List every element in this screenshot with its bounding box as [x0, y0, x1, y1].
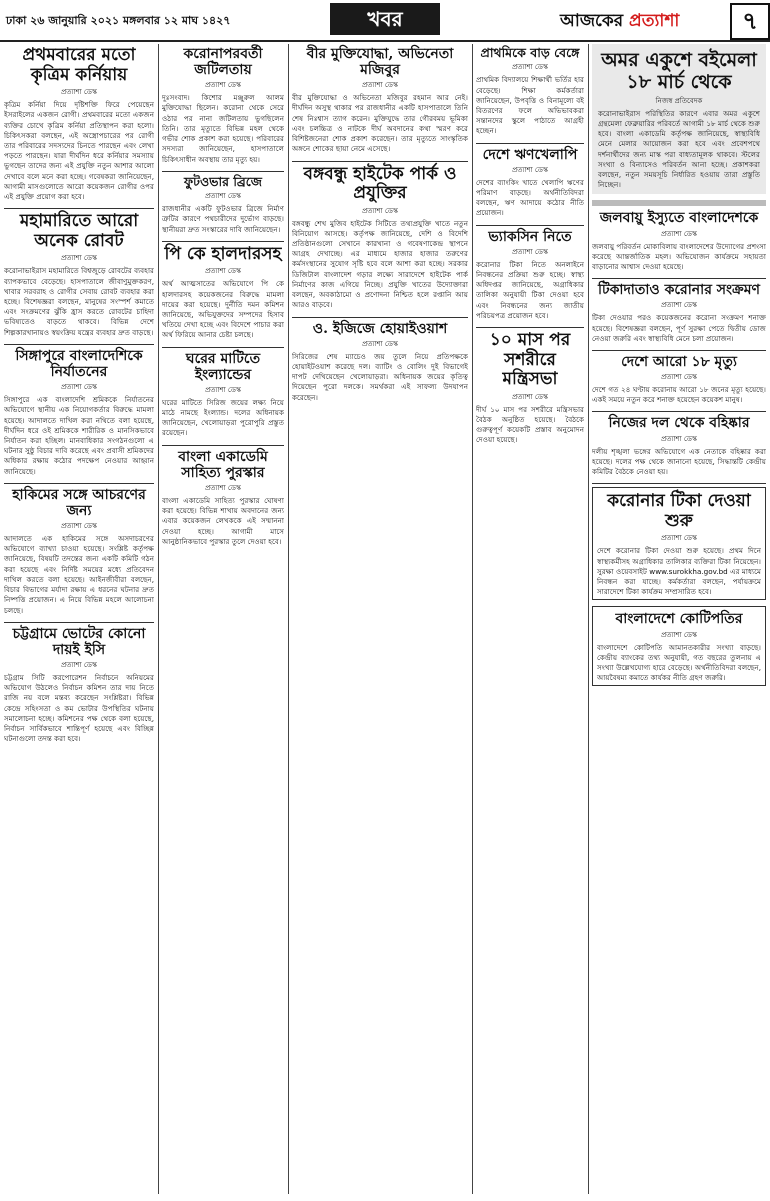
article-body: দেশের ব্যাংকিং খাতে খেলাপি ঋণের পরিমাণ বাড়ছে। অর্থনীতিবিদরা বলছেন, ঋণ আদায়ে কঠোর নীতি প্রয়োজন।	[476, 177, 584, 218]
article-body: বঙ্গবন্ধু শেখ মুজিব হাইটেক সিটিতে তথ্যপ্রযুক্তি খাতে নতুন বিনিয়োগ আসছে। কর্তৃপক্ষ জানিয়েছে, দেশি ও বিদেশি প্রতিষ্ঠানগুলো সেখানে কারখানা ও গবেষণাকেন্দ্র স্থাপনে আগ্রহ দেখাচ্ছে। এর মাধ্যমে হাজার হাজার তরুণের কর্মসংস্থানের সুযোগ সৃষ্টি হবে বলে আশা করা হচ্ছে। সরকার ডিজিটাল বাংলাদেশ গড়ার লক্ষ্যে সারাদেশে হাইটেক পার্ক নির্মাণের কাজ এগিয়ে নিচ্ছে। প্রযুক্তি খাতের উদ্যোক্তারা বলছেন, অবকাঠামো ও প্রণোদনা নিশ্চিত হলে রপ্তানি আয় আরও বাড়বে।	[292, 218, 468, 310]
article-headline: দেশে ঋণখেলাপি	[482, 146, 578, 163]
article	[292, 321, 468, 403]
article-headline: ও. ইজিজে হোয়াইওয়াশ	[312, 320, 448, 337]
divider	[162, 445, 284, 446]
article	[592, 415, 766, 477]
column-2	[162, 44, 284, 1194]
article-body: সিরিজের শেষ ম্যাচেও জয় তুলে নিয়ে প্রতিপক্ষকে হোয়াইটওয়াশ করেছে দল। ব্যাটিং ও বোলিং দুই বিভাগেই দাপট দেখিয়েছেন খেলোয়াড়রা। অধিনায়ক জয়ের কৃতিত্ব দিয়েছেন পুরো দলকে। সমর্থকরা এই সাফল্য উদযাপন করেছেন।	[292, 351, 468, 402]
article-body: দীর্ঘ ১০ মাস পর সশরীরে মন্ত্রিসভার বৈঠক অনুষ্ঠিত হয়েছে। বৈঠকে গুরুত্বপূর্ণ কয়েকটি প্রস্তাব অনুমোদন দেওয়া হয়েছে।	[476, 404, 584, 445]
article-headline: প্রথমবারের মতো কৃত্রিম কর্নিয়ায়	[22, 45, 136, 85]
article-headline: প্রাথমিকে বাড় বেঙ্গে	[480, 45, 580, 60]
article-body: দলীয় শৃঙ্খলা ভঙ্গের অভিযোগে এক নেতাকে বহিষ্কার করা হয়েছে। দলের পক্ষ থেকে জানানো হয়েছে, সিদ্ধান্তটি কেন্দ্রীয় কমিটির বৈঠকে নেওয়া হয়।	[592, 446, 766, 476]
article	[4, 626, 154, 745]
article-body: বাংলাদেশে কোটিপতি আমানতকারীর সংখ্যা বাড়ছে। কেন্দ্রীয় ব্যাংকের তথ্য অনুযায়ী, গত বছরের তুলনায় এ সংখ্যা উল্লেখযোগ্য হারে বেড়েছে। অর্থনীতিবিদরা বলছেন, আয়বৈষম্য কমাতে কার্যকর নীতি গ্রহণ জরুরি।	[597, 642, 761, 683]
issue-date: ঢাকা ২৬ জানুয়ারি ২০২১ মঙ্গলবার ১২ মাঘ ১৪২৭	[6, 14, 231, 27]
column-rule	[158, 44, 159, 1194]
article-byline: প্রত্যাশা ডেস্ক	[362, 206, 398, 215]
divider	[292, 161, 468, 162]
divider	[592, 200, 766, 206]
divider	[4, 622, 154, 623]
article-body: প্রাথমিক বিদ্যালয়ে শিক্ষার্থী ভর্তির হার বেড়েছে। শিক্ষা কর্মকর্তারা জানিয়েছেন, উপবৃত্তি ও বিনামূল্যে বই বিতরণের ফলে অভিভাবকরা সন্তানদের স্কুলে পাঠাতে আগ্রহী হচ্ছেন।	[476, 75, 584, 136]
article-byline: প্রত্যাশা ডেস্ক	[61, 383, 97, 392]
article-headline: বঙ্গবন্ধু হাইটেক পার্ক ও প্রযুক্তির	[303, 163, 457, 204]
article-byline: প্রত্যাশা ডেস্ক	[661, 301, 697, 310]
article-body: অর্থ আত্মসাতের অভিযোগে পি কে হালদারসহ কয়েকজনের বিরুদ্ধে মামলা দায়ের করা হয়েছে। দুর্নীতি দমন কমিশন জানিয়েছে, অভিযুক্তদের সম্পদের হিসাব খতিয়ে দেখা হচ্ছে এবং বিদেশে পাচার করা অর্থ ফিরিয়ে আনার চেষ্টা চলছে।	[162, 279, 284, 340]
article-body: করোনার টিকা নিতে অনলাইনে নিবন্ধনের প্রক্রিয়া শুরু হচ্ছে। স্বাস্থ্য অধিদপ্তর জানিয়েছে, অগ্রাধিকার তালিকা অনুযায়ী টিকা দেওয়া হবে এবং নিবন্ধনের জন্য জাতীয় পরিচয়পত্র প্রয়োজন হবে।	[476, 259, 584, 320]
article-body: আদালতে এক হাকিমের সঙ্গে অসদাচরণের অভিযোগে ব্যাখ্যা চাওয়া হয়েছে। সংশ্লিষ্ট কর্তৃপক্ষ জানিয়েছে, বিষয়টি তদন্তের জন্য একটি কমিটি গঠন করা হয়েছে এবং নির্দিষ্ট সময়ের মধ্যে প্রতিবেদন দাখিল করতে বলা হয়েছে। আইনজীবীরা বলছেন, বিচার বিভাগের মর্যাদা রক্ষায় এ ধরনের ঘটনার দ্রুত নিষ্পত্তি প্রয়োজন। এ নিয়ে বিভিন্ন মহলে আলোচনা চলছে।	[4, 534, 154, 615]
paper-name-main: প্রত্যাশা	[629, 11, 680, 31]
divider	[4, 344, 154, 345]
article	[4, 46, 154, 202]
article-byline: প্রত্যাশা ডেস্ক	[512, 392, 548, 401]
article-byline: প্রত্যাশা ডেস্ক	[661, 373, 697, 382]
article-headline: ভ্যাকসিন নিতে	[488, 228, 572, 245]
article-byline: নিজস্ব প্রতিবেদক	[655, 96, 703, 105]
article-headline: ঘরের মাটিতে ইংল্যান্ডের	[185, 350, 261, 383]
article	[162, 245, 284, 341]
article-byline: প্রত্যাশা ডেস্ক	[61, 88, 97, 97]
article	[4, 348, 154, 477]
article-body: রাজধানীর একটি ফুটওভার ব্রিজে নির্মাণ ত্রুটির কারণে পথচারীদের দুর্ভোগ বাড়ছে। স্থানীয়রা দ্রুত সংস্কারের দাবি জানিয়েছেন।	[162, 204, 284, 234]
divider	[592, 350, 766, 351]
article-body: ঘরের মাটিতে সিরিজ জয়ের লক্ষ্য নিয়ে মাঠে নামছে ইংল্যান্ড। দলের অধিনায়ক জানিয়েছেন, খেলোয়াড়রা পুরোপুরি প্রস্তুত রয়েছেন।	[162, 397, 284, 438]
article-body: সিঙ্গাপুরে এক বাংলাদেশি শ্রমিককে নির্যাতনের অভিযোগে স্থানীয় এক নিয়োগকর্তার বিরুদ্ধে মামলা হয়েছে। আদালতে দাখিল করা নথিতে বলা হয়েছে, দীর্ঘদিন ধরে ওই শ্রমিককে শারীরিক ও মানসিকভাবে নির্যাতন করা হচ্ছিল। মানবাধিকার সংগঠনগুলো এ ঘটনার সুষ্ঠু বিচার দাবি করেছে এবং প্রবাসী শ্রমিকদের অধিকার রক্ষায় কঠোর পদক্ষেপ নেওয়ার আহ্বান জানিয়েছে।	[4, 395, 154, 476]
article	[476, 229, 584, 321]
divider	[476, 327, 584, 328]
article-headline: বীর মুক্তিযোদ্ধা, অভিনেতা মজিবুর	[306, 46, 454, 79]
article-headline: হাকিমের সঙ্গে আচরণের জন্য	[12, 486, 146, 519]
article-headline: বাংলাদেশে কোটিপতির	[615, 611, 743, 628]
article	[476, 147, 584, 219]
article-byline: প্রত্যাশা ডেস্ক	[205, 81, 241, 90]
divider	[4, 483, 154, 484]
article-headline: করোনাপরবর্তী জটিলতায়	[183, 46, 263, 79]
article-headline: জলবায়ু ইস্যুতে বাংলাদেশকে	[599, 210, 759, 227]
article-headline: পি কে হালদারসহ	[164, 243, 282, 264]
article-byline: প্রত্যাশা ডেস্ক	[362, 339, 398, 348]
article-headline: সিঙ্গাপুরে বাংলাদেশিকে নির্যাতনের	[15, 347, 143, 380]
column-1	[4, 44, 154, 1194]
article-body: কৃত্রিম কর্নিয়া দিয়ে দৃষ্টিশক্তি ফিরে পেয়েছেন ইসরাইলের একজন রোগী। প্রথমবারের মতো একজন ব্যক্তির চোখে কৃত্রিম কর্নিয়া প্রতিস্থাপন করা হলো। চিকিৎসকরা বলছেন, এই অস্ত্রোপচারের পর রোগী তার পরিবারের সদস্যদের চিনতে পারছেন এবং লেখা পড়তে পারছেন। যারা দীর্ঘদিন ধরে কর্নিয়ার সমস্যায় ভুগছেন তাদের জন্য এই প্রযুক্তি নতুন আশার আলো দেখাবে বলে মনে করা হচ্ছে। গবেষকরা জানিয়েছেন, আগামী মাসগুলোতে আরো কয়েকজন রোগীর ওপর এই প্রযুক্তি প্রয়োগ করা হবে।	[4, 100, 154, 202]
article-byline: প্রত্যাশা ডেস্ক	[205, 192, 241, 201]
article-byline: প্রত্যাশা ডেস্ক	[205, 385, 241, 394]
article-headline: বাংলা একাডেমি সাহিত্য পুরস্কার	[178, 448, 268, 481]
article-byline: প্রত্যাশা ডেস্ক	[512, 247, 548, 256]
divider	[592, 483, 766, 484]
article-body: জলবায়ু পরিবর্তন মোকাবিলায় বাংলাদেশের উদ্যোগের প্রশংসা করেছে আন্তর্জাতিক মহল। অভিযোজন কার্যক্রমে সহায়তা বাড়ানোর আশ্বাস দেওয়া হয়েছে।	[592, 241, 766, 271]
divider	[162, 241, 284, 242]
article	[162, 46, 284, 165]
article-byline: প্রত্যাশা ডেস্ক	[661, 630, 697, 639]
article	[476, 46, 584, 137]
article-headline: করোনার টিকা দেওয়া শুরু	[607, 491, 751, 531]
column-4	[476, 44, 584, 1194]
article-byline: প্রত্যাশা ডেস্ক	[61, 660, 97, 669]
article-body: দেশে গত ২৪ ঘণ্টায় করোনায় আরো ১৮ জনের মৃত্যু হয়েছে। একই সময়ে নতুন করে শনাক্ত হয়েছেন কয়েকশ মানুষ।	[592, 385, 766, 405]
article-headline: অমর একুশে বইমেলা ১৮ মার্চ থেকে	[601, 49, 757, 93]
column-rule	[288, 44, 289, 1194]
article-headline: নিজের দল থেকে বহিষ্কার	[608, 415, 750, 432]
article	[592, 354, 766, 406]
divider	[292, 317, 468, 318]
article-body: করোনাভাইরাস মহামারিতে বিশ্বজুড়ে রোবটের ব্যবহার ব্যাপকভাবে বেড়েছে। হাসপাতালে জীবাণুমুক্তকরণ, খাবার সরবরাহ ও রোগীর সেবায় রোবট ব্যবহার করা হচ্ছে। বিশেষজ্ঞরা বলছেন, মানুষের সংস্পর্শ কমাতে এবং সংক্রমণের ঝুঁকি হ্রাস করতে রোবটের চাহিদা ভবিষ্যতেও বাড়তে থাকবে। বিভিন্ন দেশে শিল্পকারখানায়ও স্বয়ংক্রিয় যন্ত্রের ব্যবহার দ্রুত বাড়ছে।	[4, 266, 154, 337]
article-body: বাংলা একাডেমি সাহিত্য পুরস্কার ঘোষণা করা হয়েছে। বিভিন্ন শাখায় অবদানের জন্য এবার কয়েকজন লেখককে এই সম্মাননা দেওয়া হচ্ছে। আগামী মাসে আনুষ্ঠানিকভাবে পুরস্কার তুলে দেওয়া হবে।	[162, 495, 284, 546]
divider	[592, 278, 766, 279]
divider	[476, 225, 584, 226]
article	[162, 175, 284, 235]
column-5	[592, 44, 766, 1194]
divider	[592, 411, 766, 412]
article-headline: ফুটওভার ব্রিজে	[184, 173, 262, 189]
article	[4, 487, 154, 616]
article-byline: প্রত্যাশা ডেস্ক	[205, 483, 241, 492]
article-byline: প্রত্যাশা ডেস্ক	[61, 254, 97, 263]
column-rule	[472, 44, 473, 1194]
lead-article	[592, 44, 766, 194]
article-byline: প্রত্যাশা ডেস্ক	[512, 165, 548, 174]
article-body: দুঃসংবাদ। কিশোর মঞ্জুরুল আলম মুক্তিযোদ্ধা ছিলেন। করোনা থেকে সেরে ওঠার পর নানা জটিলতায় ভুগছিলেন তিনি। তার মৃত্যুতে বিভিন্ন মহল থেকে গভীর শোক প্রকাশ করা হয়েছে। পরিবারের সদস্যরা জানিয়েছেন, হাসপাতালে চিকিৎসাধীন অবস্থায় তার মৃত্যু হয়।	[162, 93, 284, 164]
divider	[162, 347, 284, 348]
column-rule	[588, 44, 589, 1194]
article-body: টিকা দেওয়ার পরও কয়েকজনের করোনা সংক্রমণ শনাক্ত হয়েছে। বিশেষজ্ঞরা বলছেন, পূর্ণ সুরক্ষা পেতে দ্বিতীয় ডোজ নেওয়া জরুরি এবং স্বাস্থ্যবিধি মেনে চলা প্রয়োজন।	[592, 313, 766, 343]
article	[162, 449, 284, 547]
article	[4, 212, 154, 338]
article-byline: প্রত্যাশা ডেস্ক	[661, 434, 697, 443]
article-headline: টিকাদাতাও করোনার সংক্রমণ	[597, 282, 761, 299]
article	[162, 351, 284, 439]
divider	[162, 171, 284, 172]
article-headline: ১০ মাস পর সশরীরে মন্ত্রিসভা	[489, 330, 571, 390]
article-byline: প্রত্যাশা ডেস্ক	[661, 534, 697, 543]
section-label: খবর	[330, 3, 440, 35]
article	[592, 210, 766, 272]
article-body: দেশে করোনার টিকা দেওয়া শুরু হয়েছে। প্রথম দিনে স্বাস্থ্যকর্মীসহ অগ্রাধিকার তালিকার ব্যক্তিরা টিকা নিয়েছেন। সুরক্ষা ওয়েবসাইট www.surokkha.gov.bd এর মাধ্যমে নিবন্ধন করা যাচ্ছে। কর্মকর্তারা বলছেন, পর্যায়ক্রমে সারাদেশে টিকা কার্যক্রম সম্প্রসারিত হবে।	[597, 546, 761, 597]
article-byline: প্রত্যাশা ডেস্ক	[362, 81, 398, 90]
article	[592, 606, 766, 686]
paper-name-logo	[560, 8, 679, 36]
article-headline: মহামারিতে আরো অনেক রোবট	[19, 211, 139, 251]
paper-name-prefix: আজকের	[560, 11, 624, 31]
article	[292, 46, 468, 155]
article-byline: প্রত্যাশা ডেস্ক	[661, 229, 697, 238]
article	[592, 282, 766, 344]
article-headline: দেশে আরো ১৮ মৃত্যু	[621, 353, 737, 370]
article-body: চট্টগ্রাম সিটি করপোরেশন নির্বাচনে অনিয়মের অভিযোগ উঠলেও নির্বাচন কমিশন তার দায় নিতে রাজি নয় বলে মন্তব্য করেছেন সংশ্লিষ্টরা। বিভিন্ন কেন্দ্রে সহিংসতা ও কম ভোটার উপস্থিতির ঘটনায় সমালোচনা হচ্ছে। কমিশনের পক্ষ থেকে বলা হয়েছে, নির্বাচন সার্বিকভাবে শান্তিপূর্ণ হয়েছে এবং বিচ্ছিন্ন ঘটনাগুলো তদন্ত করা হবে।	[4, 672, 154, 744]
page-number: ৭	[730, 3, 770, 40]
article	[592, 487, 766, 600]
article-headline: চট্টগ্রামে ভোটের কোনো দায়ই ইসি	[12, 625, 146, 658]
article-byline: প্রত্যাশা ডেস্ক	[205, 267, 241, 276]
column-3	[292, 44, 468, 1194]
article-byline: প্রত্যাশা ডেস্ক	[512, 63, 548, 72]
divider	[4, 208, 154, 209]
article-byline: প্রত্যাশা ডেস্ক	[61, 522, 97, 531]
article-body: বীর মুক্তিযোদ্ধা ও অভিনেতা মজিবুর রহমান আর নেই। দীর্ঘদিন অসুস্থ থাকার পর রাজধানীর একটি হাসপাতালে তিনি শেষ নিঃশ্বাস ত্যাগ করেন। মুক্তিযুদ্ধে তার গৌরবময় ভূমিকা এবং চলচ্চিত্র ও নাটকে দীর্ঘ অবদানের কথা স্মরণ করে বিশিষ্টজনেরা শোক প্রকাশ করেছেন। তার মৃত্যুতে সাংস্কৃতিক অঙ্গনে শোকের ছায়া নেমে এসেছে।	[292, 93, 468, 154]
divider	[476, 143, 584, 144]
article	[292, 165, 468, 311]
article	[476, 331, 584, 446]
article-body: করোনাভাইরাস পরিস্থিতির কারণে এবার অমর একুশে গ্রন্থমেলা ফেব্রুয়ারির পরিবর্তে আগামী ১৮ মার্চ থেকে শুরু হবে। বাংলা একাডেমি কর্তৃপক্ষ জানিয়েছে, স্বাস্থ্যবিধি মেনে মেলার আয়োজন করা হবে এবং প্রবেশপথে দর্শনার্থীদের জন্য মাস্ক পরা বাধ্যতামূলক থাকবে। স্টলের সংখ্যা ও বিন্যাসেও পরিবর্তন আনা হচ্ছে। প্রকাশকরা বলছেন, নতুন সময়সূচি নির্ধারিত হওয়ায় তারা প্রস্তুতি নিচ্ছেন।	[598, 108, 760, 190]
